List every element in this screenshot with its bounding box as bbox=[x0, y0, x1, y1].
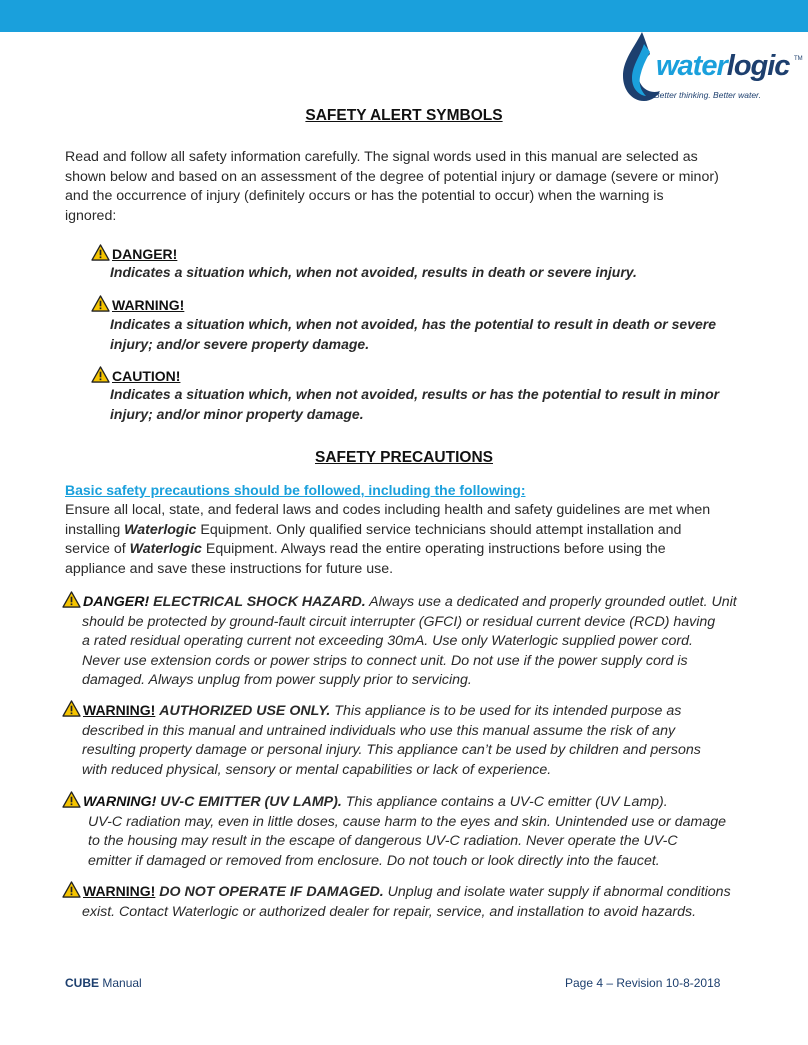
text-run: This appliance is to be used for its intended purpose as bbox=[330, 703, 682, 719]
precaution-line: emitter if damaged or removed from enclosure. Do not touch or look directly into the faucet. bbox=[88, 852, 660, 869]
signal-danger-definition bbox=[110, 263, 750, 283]
intro-line: and the occurrence of injury (definitely occurs or has the potential to occur) when the warning is bbox=[65, 188, 664, 204]
intro-line: shown below and based on an assessment of the degree of potential injury or damage (severe or minor) bbox=[65, 168, 719, 185]
general-line bbox=[65, 540, 765, 560]
precaution-authorized-use bbox=[62, 700, 752, 780]
general-line: Ensure all local, state, and federal laws and codes including health and safety guidelines are met when bbox=[65, 502, 711, 518]
signal-word: WARNING! bbox=[83, 883, 156, 899]
logo-word-water: water bbox=[656, 50, 727, 82]
text-run: This appliance contains a UV-C emitter (UV Lamp). bbox=[341, 794, 668, 810]
precaution-first-line bbox=[62, 700, 752, 722]
warning-triangle-icon bbox=[91, 366, 110, 383]
text-run: service of bbox=[65, 541, 130, 557]
precaution-electrical-shock bbox=[62, 591, 752, 691]
signal-word: WARNING! bbox=[83, 794, 157, 810]
text-run: Equipment. Only qualified service technicians should attempt installation and bbox=[196, 521, 682, 538]
precaution-line: should be protected by ground-fault circuit interrupter (GFCI) or residual current device (RCD) having bbox=[82, 613, 716, 630]
signal-word-caution: CAUTION! bbox=[112, 368, 181, 384]
safety-alert-intro bbox=[65, 148, 755, 226]
precaution-line: resulting property damage or personal injury. This appliance can’t be used by children and persons bbox=[82, 742, 701, 758]
precaution-line: UV-C radiation may, even in little doses, cause harm to the eyes and skin. Unintended use or damage bbox=[88, 813, 726, 830]
hazard-title: AUTHORIZED USE ONLY. bbox=[159, 703, 331, 719]
precautions-general bbox=[65, 501, 765, 579]
signal-warning bbox=[91, 295, 184, 315]
definition-line: injury; and/or minor property damage. bbox=[110, 405, 364, 422]
precaution-line: described in this manual and untrained individuals who use this manual assume the risk of any bbox=[82, 722, 676, 739]
definition-line: injury; and/or severe property damage. bbox=[110, 335, 370, 352]
warning-triangle-icon bbox=[62, 791, 81, 808]
logo-tagline: Better thinking. Better water. bbox=[654, 90, 761, 100]
signal-word-danger: DANGER! bbox=[112, 246, 178, 262]
warning-triangle-icon bbox=[91, 244, 110, 261]
precaution-do-not-operate bbox=[62, 881, 752, 922]
footer-product: CUBE bbox=[65, 976, 100, 990]
definition-line: Indicates a situation which, when not avoided, results in death or severe injury. bbox=[110, 264, 637, 280]
signal-word-warning: WARNING! bbox=[112, 297, 185, 313]
precaution-line: exist. Contact Waterlogic or authorized dealer for repair, service, and installation to avoid hazards. bbox=[82, 903, 697, 920]
text-run: Always use a dedicated and properly grounded outlet. Unit bbox=[365, 594, 737, 610]
precaution-line: a rated residual operating current not exceeding 30mA. Use only Waterlogic supplied power cord. bbox=[82, 633, 693, 649]
signal-word: WARNING! bbox=[83, 702, 156, 718]
hazard-title: ELECTRICAL SHOCK HAZARD. bbox=[153, 594, 366, 610]
header-bar bbox=[0, 0, 808, 32]
safety-alert-heading: SAFETY ALERT SYMBOLS bbox=[305, 107, 503, 124]
footer-page-info: Page 4 – Revision 10-8-2018 bbox=[565, 976, 721, 990]
text-run: Unplug and isolate water supply if abnormal conditions bbox=[383, 884, 731, 900]
precaution-line: Never use extension cords or power strips to connect unit. Do not use if the power supply cord is bbox=[82, 652, 688, 669]
definition-line: Indicates a situation which, when not avoided, results or has the potential to result in minor bbox=[110, 386, 720, 402]
logo-wordmark bbox=[656, 50, 789, 83]
warning-triangle-icon bbox=[62, 591, 81, 608]
precaution-line: damaged. Always unplug from power supply prior to servicing. bbox=[82, 672, 472, 688]
logo-trademark: TM bbox=[794, 56, 803, 62]
signal-warning-definition bbox=[110, 315, 750, 354]
precautions-subtitle: Basic safety precautions should be followed, including the following: bbox=[65, 482, 526, 498]
warning-triangle-icon bbox=[91, 295, 110, 312]
footer-manual-name bbox=[65, 976, 142, 990]
safety-precautions-heading: SAFETY PRECAUTIONS bbox=[315, 449, 493, 466]
waterlogic-logo bbox=[620, 30, 802, 106]
warning-triangle-icon bbox=[62, 881, 81, 898]
brand-name: Waterlogic bbox=[124, 521, 197, 538]
precaution-uvc-emitter bbox=[62, 791, 752, 871]
precaution-line: to the housing may result in the escape of dangerous UV-C radiation. Never operate the UV-C bbox=[88, 833, 678, 849]
precaution-first-line bbox=[62, 591, 752, 613]
footer-manual-label: Manual bbox=[99, 976, 142, 990]
hazard-title: UV-C EMITTER (UV LAMP). bbox=[160, 794, 342, 810]
precaution-first-line bbox=[62, 881, 752, 903]
general-line: appliance and save these instructions for future use. bbox=[65, 560, 394, 577]
logo-word-logic: logic bbox=[726, 50, 790, 82]
precaution-line: with reduced physical, sensory or mental capabilities or lack of experience. bbox=[82, 761, 552, 778]
signal-caution-definition bbox=[110, 385, 750, 424]
brand-name: Waterlogic bbox=[129, 541, 202, 557]
signal-caution bbox=[91, 366, 180, 386]
signal-danger bbox=[91, 244, 177, 264]
definition-line: Indicates a situation which, when not avoided, has the potential to result in death or severe bbox=[110, 316, 716, 332]
warning-triangle-icon bbox=[62, 700, 81, 717]
text-run: Equipment. Always read the entire operating instructions before using the bbox=[201, 541, 666, 557]
precaution-first-line bbox=[62, 791, 752, 813]
intro-line: ignored: bbox=[65, 207, 117, 224]
hazard-title: DO NOT OPERATE IF DAMAGED. bbox=[159, 884, 384, 900]
intro-line: Read and follow all safety information carefully. The signal words used in this manual are selected as bbox=[65, 149, 698, 165]
text-run: installing bbox=[65, 521, 125, 538]
signal-word: DANGER! bbox=[83, 594, 150, 610]
general-line bbox=[65, 521, 765, 541]
